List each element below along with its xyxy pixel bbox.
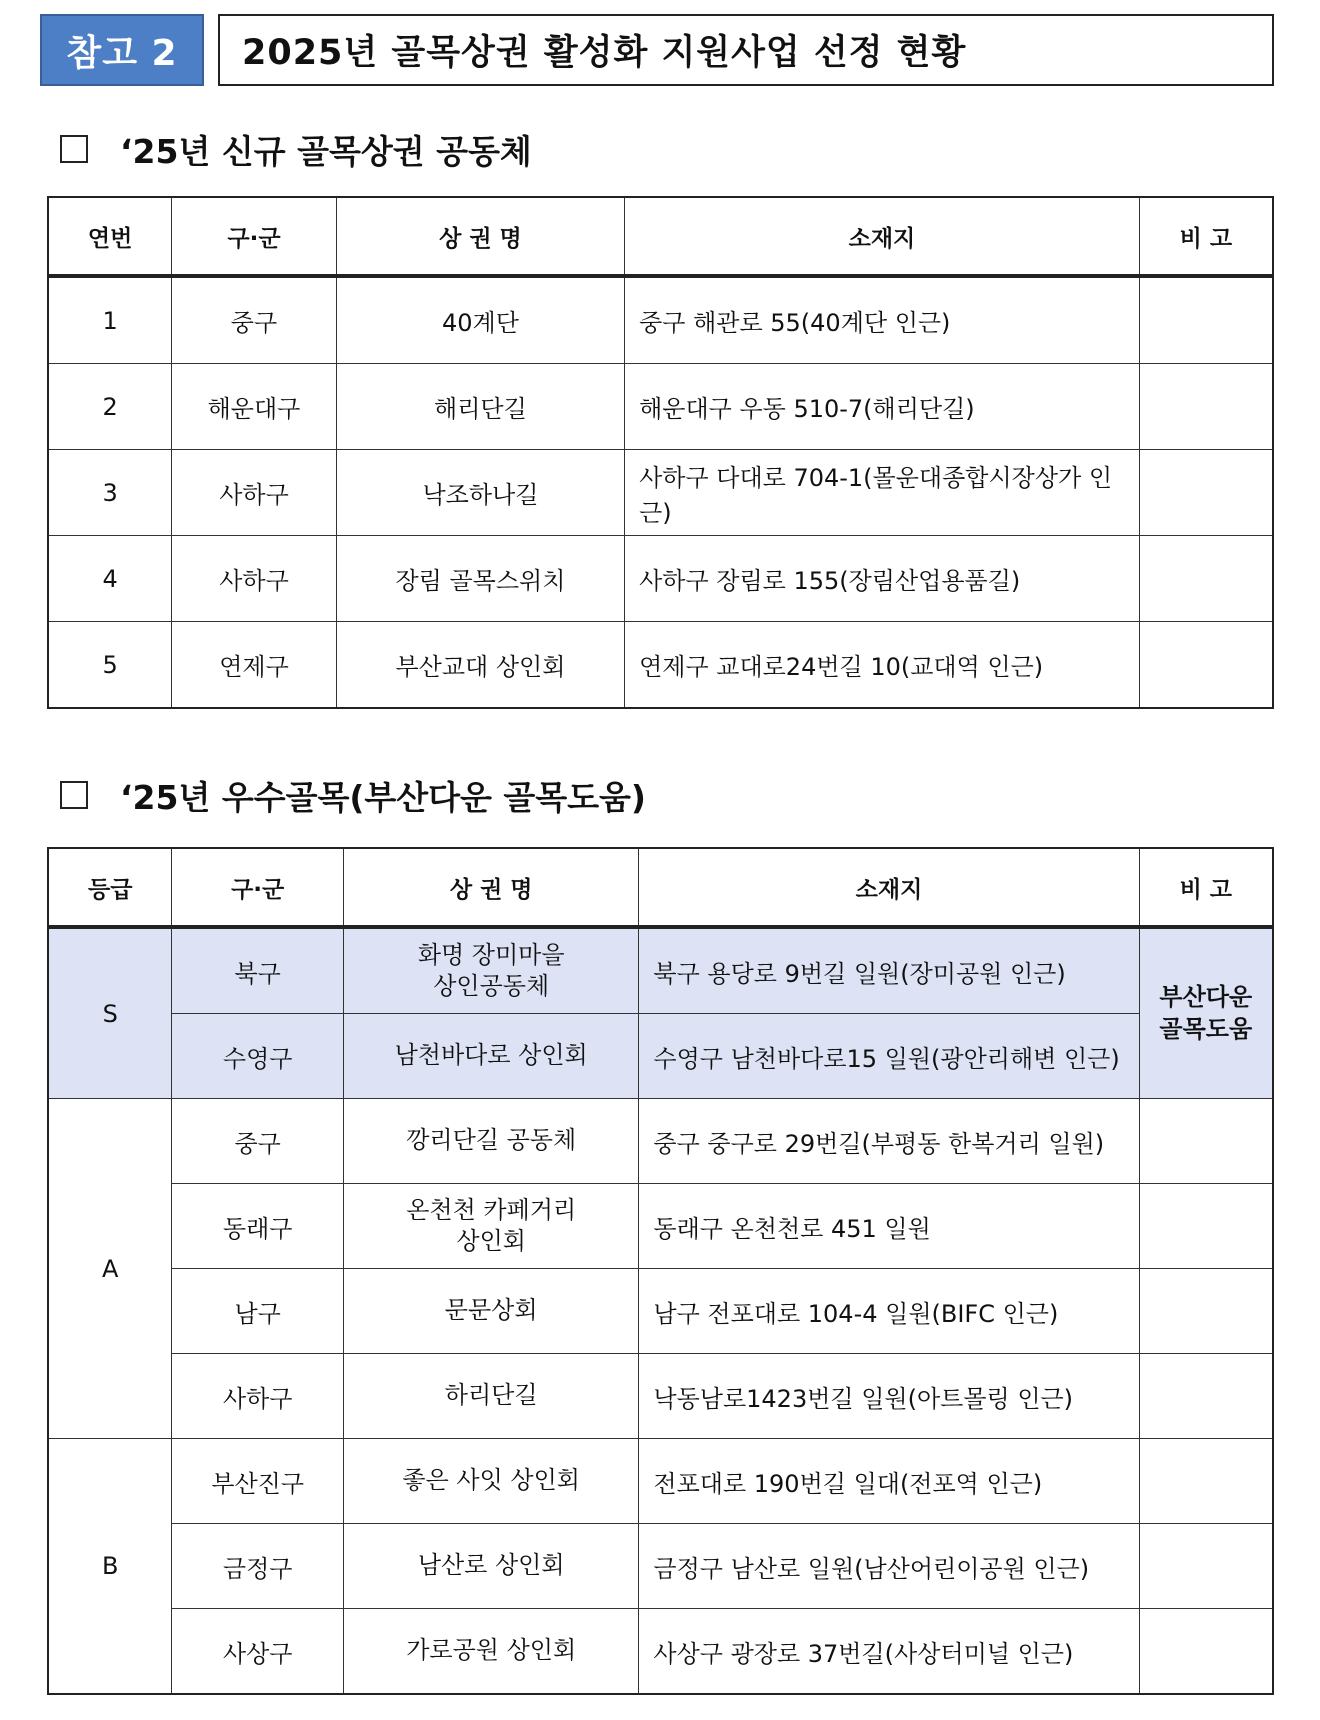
- table-row: [48, 1609, 1273, 1695]
- table-body: [48, 927, 1273, 1694]
- note-cell: [1139, 1354, 1273, 1439]
- address-cell: 연제구 교대로24번길 10(교대역 인근): [625, 622, 1140, 709]
- address-cell: 수영구 남천바다로15 일원(광안리해변 인근): [639, 1014, 1139, 1099]
- district-name-cell: 부산교대 상인회: [336, 622, 624, 709]
- row-number: 2: [48, 364, 172, 450]
- row-number: 3: [48, 450, 172, 536]
- address-cell: 낙동남로1423번길 일원(아트몰링 인근): [639, 1354, 1139, 1439]
- table-row: [48, 1354, 1273, 1439]
- district-cell: 남구: [172, 1269, 344, 1354]
- section2-heading-text: ‘25년 우수골목(부산다운 골목도움): [120, 777, 647, 817]
- table-row: [48, 1439, 1273, 1524]
- note-cell: [1139, 1439, 1273, 1524]
- district-cell: 사하구: [172, 536, 337, 622]
- column-header-name: 상 권 명: [343, 848, 638, 927]
- row-number: 5: [48, 622, 172, 709]
- note-cell: 부산다운 골목도움: [1139, 927, 1273, 1099]
- column-header-note: 비 고: [1139, 848, 1273, 927]
- section1-heading: [60, 124, 532, 174]
- note-cell: [1139, 1099, 1273, 1184]
- table-row: [48, 276, 1273, 364]
- grade-cell: B: [48, 1439, 172, 1695]
- district-cell: 사하구: [172, 450, 337, 536]
- note-cell: [1139, 276, 1273, 364]
- district-name-cell: 장림 골목스위치: [336, 536, 624, 622]
- district-cell: 동래구: [172, 1184, 344, 1269]
- table-row: [48, 450, 1273, 536]
- district-name-cell: 낙조하나길: [336, 450, 624, 536]
- district-name-cell: 남산로 상인회: [343, 1524, 638, 1609]
- district-name-cell: 화명 장미마을 상인공동체: [343, 927, 638, 1014]
- excellent-alleys-table: [47, 847, 1274, 1695]
- address-cell: 동래구 온천천로 451 일원: [639, 1184, 1139, 1269]
- address-cell: 사상구 광장로 37번길(사상터미널 인근): [639, 1609, 1139, 1695]
- table-row: [48, 364, 1273, 450]
- note-cell: [1139, 1609, 1273, 1695]
- district-cell: 사하구: [172, 1354, 344, 1439]
- note-cell: [1139, 536, 1273, 622]
- reference-badge: 참고 2: [40, 14, 204, 86]
- table-row: [48, 1524, 1273, 1609]
- table-row: [48, 622, 1273, 709]
- column-header-district: 구·군: [172, 848, 344, 927]
- note-cell: [1139, 1184, 1273, 1269]
- district-name-cell: 하리단길: [343, 1354, 638, 1439]
- district-cell: 금정구: [172, 1524, 344, 1609]
- district-name-cell: 가로공원 상인회: [343, 1609, 638, 1695]
- grade-cell: A: [48, 1099, 172, 1439]
- table-body: [48, 276, 1273, 708]
- note-cell: [1139, 364, 1273, 450]
- address-cell: 사하구 다대로 704-1(몰운대종합시장상가 인근): [625, 450, 1140, 536]
- section1-heading-text: ‘25년 신규 골목상권 공동체: [120, 131, 532, 171]
- checkbox-icon: [60, 135, 88, 163]
- row-number: 1: [48, 276, 172, 364]
- address-cell: 전포대로 190번길 일대(전포역 인근): [639, 1439, 1139, 1524]
- checkbox-icon: [60, 781, 88, 809]
- address-cell: 중구 해관로 55(40계단 인근): [625, 276, 1140, 364]
- table-row: [48, 927, 1273, 1014]
- note-cell: [1139, 1524, 1273, 1609]
- address-cell: 북구 용당로 9번길 일원(장미공원 인근): [639, 927, 1139, 1014]
- column-header-address: 소재지: [639, 848, 1139, 927]
- district-name-cell: 40계단: [336, 276, 624, 364]
- district-cell: 사상구: [172, 1609, 344, 1695]
- district-cell: 해운대구: [172, 364, 337, 450]
- district-cell: 부산진구: [172, 1439, 344, 1524]
- address-cell: 사하구 장림로 155(장림산업용품길): [625, 536, 1140, 622]
- column-header-grade: 등급: [48, 848, 172, 927]
- table-header-row: [48, 197, 1273, 276]
- district-name-cell: 남천바다로 상인회: [343, 1014, 638, 1099]
- row-number: 4: [48, 536, 172, 622]
- district-cell: 중구: [172, 1099, 344, 1184]
- district-name-cell: 문문상회: [343, 1269, 638, 1354]
- district-name-cell: 깡리단길 공동체: [343, 1099, 638, 1184]
- grade-cell: S: [48, 927, 172, 1099]
- table-row: [48, 1269, 1273, 1354]
- district-cell: 중구: [172, 276, 337, 364]
- table-row: [48, 536, 1273, 622]
- district-name-cell: 해리단길: [336, 364, 624, 450]
- note-cell: [1139, 622, 1273, 709]
- district-cell: 연제구: [172, 622, 337, 709]
- district-cell: 북구: [172, 927, 344, 1014]
- column-header-no: 연번: [48, 197, 172, 276]
- table-header-row: [48, 848, 1273, 927]
- column-header-name: 상 권 명: [336, 197, 624, 276]
- note-cell: [1139, 450, 1273, 536]
- address-cell: 남구 전포대로 104-4 일원(BIFC 인근): [639, 1269, 1139, 1354]
- district-cell: 수영구: [172, 1014, 344, 1099]
- table-row: [48, 1099, 1273, 1184]
- table-row: [48, 1014, 1273, 1099]
- column-header-district: 구·군: [172, 197, 337, 276]
- district-name-cell: 온천천 카페거리 상인회: [343, 1184, 638, 1269]
- address-cell: 해운대구 우동 510-7(해리단길): [625, 364, 1140, 450]
- district-name-cell: 좋은 사잇 상인회: [343, 1439, 638, 1524]
- note-cell: [1139, 1269, 1273, 1354]
- page-title: 2025년 골목상권 활성화 지원사업 선정 현황: [218, 14, 1274, 86]
- new-commercial-districts-table: [47, 196, 1274, 709]
- column-header-note: 비 고: [1139, 197, 1273, 276]
- address-cell: 중구 중구로 29번길(부평동 한복거리 일원): [639, 1099, 1139, 1184]
- section2-heading: [60, 770, 646, 820]
- column-header-address: 소재지: [625, 197, 1140, 276]
- address-cell: 금정구 남산로 일원(남산어린이공원 인근): [639, 1524, 1139, 1609]
- table-row: [48, 1184, 1273, 1269]
